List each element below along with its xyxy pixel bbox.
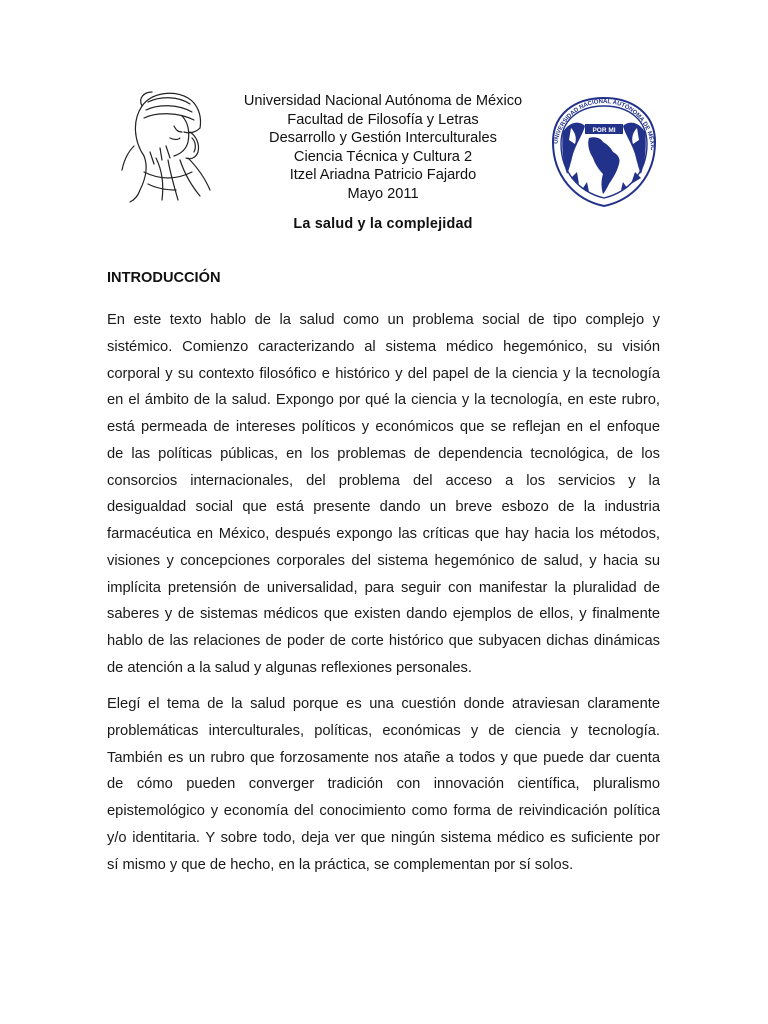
svg-text:POR MI: POR MI [592,127,616,134]
header-date: Mayo 2011 [347,185,419,202]
institution-header [228,92,538,204]
text-line: corporal y su contexto filosófico e histórico y del papel de la ciencia y la tecnología [107,365,660,382]
athena-icon [104,86,224,204]
text-line: epistemológico y economía del conocimiento como forma de reivindicación política [107,803,660,819]
section-heading: INTRODUCCIÓN [107,270,221,286]
text-line: está permeada de intereses políticos y económicos que se reflejan en el enfoque [107,419,660,435]
header-program: Desarrollo y Gestión Interculturales [269,130,497,147]
text-line: y/o identitaria. Y sobre todo, deja ver que ningún sistema médico es suficiente por [107,829,660,846]
text-line: consorcios internacionales, del problema del acceso a los servicios y la [107,472,660,489]
unam-shield-logo [543,92,665,210]
text-line: visiones y concepciones corporales del sistema hegemónico de salud, y hacia su [107,552,660,569]
header-author: Itzel Ariadna Patricio Fajardo [289,167,477,184]
text-line: en el ámbito de la salud. Expongo por qué la ciencia y la tecnología, en este rubro, [107,392,660,409]
header-course: Ciencia Técnica y Cultura 2 [293,148,473,165]
text-line: saberes y de sistemas médicos que existen dando ejemplos de ellos, y finalmente [107,606,660,623]
text-line: sí mismo y que de hecho, en la práctica, se complementan por sí solos. [107,856,574,873]
text-line: En este texto hablo de la salud como un problema social de tipo complejo y [107,312,660,328]
text-line: de atención a la salud y algunas reflexiones personales. [107,659,472,676]
paragraph-topic-choice [107,691,660,878]
text-line: También es un rubro que forzosamente nos atañe a todos y que puede dar cuenta [107,749,660,766]
unam-shield-icon [543,92,665,210]
document-title: La salud y la complejidad [293,216,473,232]
text-line: sistémico. Comienzo caracterizando al sistema médico hegemónico, su visión [107,338,660,355]
header-faculty: Facultad de Filosofía y Letras [287,111,479,128]
text-line: de las políticas públicas, en los problemas de dependencia tecnológica, de los [107,445,660,462]
header-university: Universidad Nacional Autónoma de México [243,93,523,109]
text-line: Elegí el tema de la salud porque es una cuestión donde atraviesan claramente [107,696,660,712]
text-line: farmacéutica en México, después expongo las críticas que hay hacia los métodos, [107,526,660,542]
athena-logo [104,86,224,204]
text-line: problemáticas interculturales, políticas, económicas y de ciencia y tecnología. [107,722,660,739]
text-line: implícita pretensión de universalidad, para seguir con manifestar la pluralidad de [107,579,660,596]
text-line: de cómo pueden converger tradición con innovación científica, pluralismo [107,776,660,793]
svg-text:UNIVERSIDAD NACIONAL AUTÓNOMA: UNIVERSIDAD NACIONAL AUTÓNOMA DE MÉXIC [553,98,656,151]
paragraph-intro [107,307,660,682]
text-line: desigualdad social que está presente dando un breve esbozo de la industria [107,499,660,516]
text-line: hablo de las relaciones de poder de corte histórico que subyacen dichas dinámicas [107,633,660,649]
